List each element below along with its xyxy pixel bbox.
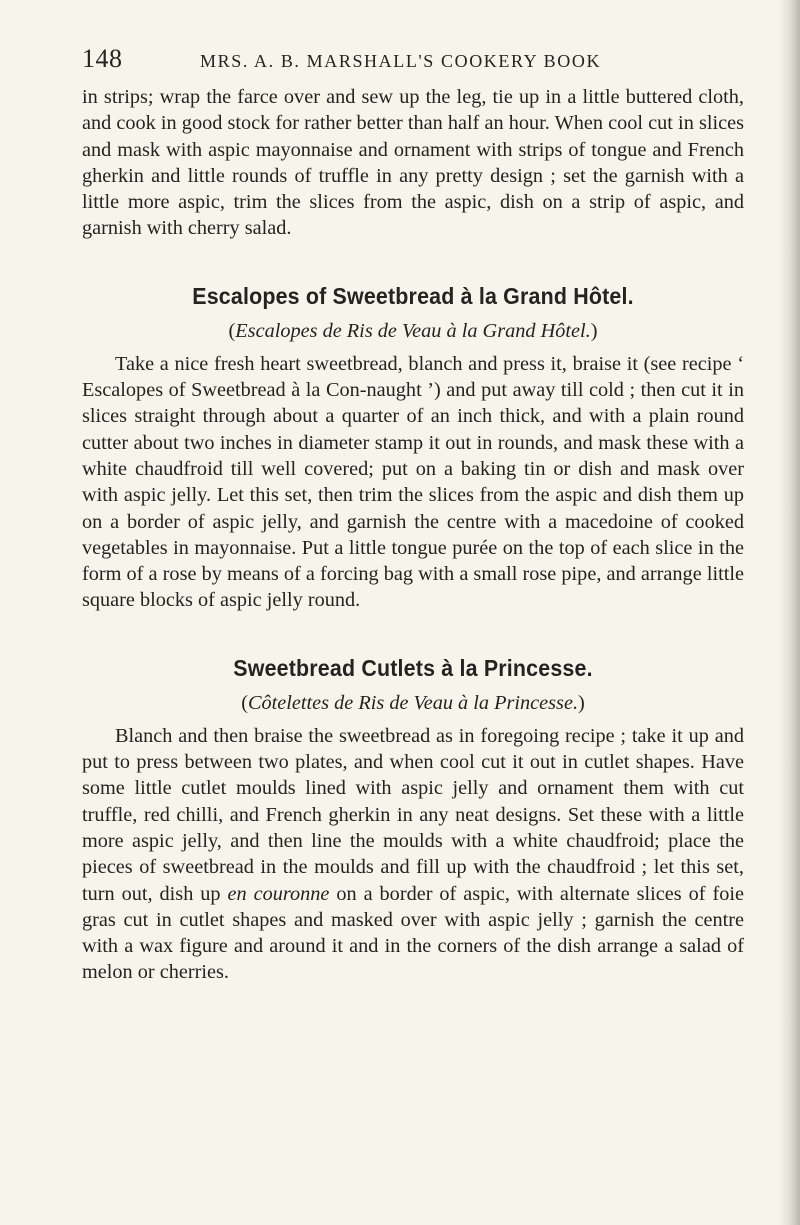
page-edge-shadow bbox=[778, 0, 800, 1225]
recipe-body: Take a nice fresh heart sweetbread, blanch and press it, braise it (see recipe ‘ Escalopes of Sweetbread à la Con-naught ’) and put away till cold ; then cut it in slices straight through about a quarter of an inch thick, and with a plain round cutter about two inches in diameter stamp it out in rounds, and mask these with a white chaudfroid till well covered; put on a baking tin or dish and mask over with aspic jelly. Let this set, then trim the slices from the aspic and dish them up on a border of aspic jelly, and garnish the centre with a macedoine of cooked vegetables in mayonnaise. Put a little tongue purée on the top of each slice in the form of a rose by means of a forcing bag with a small rose pipe, and arrange little square blocks of aspic jelly round. bbox=[82, 352, 744, 612]
recipe-subtitle-french: Côtelettes de Ris de Veau à la Princesse. bbox=[247, 691, 579, 714]
recipe-subtitle-french: Escalopes de Ris de Veau à la Grand Hôtel. bbox=[235, 319, 591, 342]
running-head: MRS. A. B. MARSHALL'S COOKERY BOOK bbox=[200, 51, 602, 71]
recipe-subtitle: (Côtelettes de Ris de Veau à la Princesse.) bbox=[241, 691, 585, 714]
recipe-body-text: on a border of aspic, with alternate slices of foie gras cut in cutlet shapes and masked over with aspic jelly ; garnish the centre with a wax figure and around it and in the corners of the dish arrange a salad of melon or cherries. bbox=[82, 882, 745, 984]
recipe-escalopes bbox=[82, 282, 744, 614]
recipe-title: Escalopes of Sweetbread à la Grand Hôtel. bbox=[192, 282, 634, 309]
recipe-subtitle: (Escalopes de Ris de Veau à la Grand Hôtel.) bbox=[228, 319, 598, 342]
recipe-body-italic: en couronne bbox=[227, 882, 330, 905]
recipe-cutlets bbox=[82, 654, 744, 986]
page-content bbox=[82, 84, 744, 986]
page-header bbox=[82, 44, 742, 78]
recipe-body bbox=[82, 723, 744, 986]
page-number: 148 bbox=[82, 44, 123, 73]
recipe-body-text: Blanch and then braise the sweetbread as in foregoing recipe ; take it up and put to press between two plates, and when cool cut it out in cutlet shapes. Have some little cutlet moulds lined with aspic jelly and ornament them with cut truffle, red chilli, and French gherkin in any neat designs. Set these with a little more aspic jelly, and then line the moulds with a white chaudfroid; place the pieces of sweetbread in the moulds and fill up with the chaudfroid ; let this set, turn out, dish up bbox=[82, 724, 744, 905]
intro-paragraph: in strips; wrap the farce over and sew up the leg, tie up in a little buttered cloth, and cook in good stock for rather better than half an hour. When cool cut in slices and mask with aspic mayonnaise and ornament with strips of tongue and French gherkin and little rounds of truffle in any pretty design ; set the garnish with a little more aspic, trim the slices from the aspic, dish on a strip of aspic, and garnish with cherry salad. bbox=[82, 86, 744, 240]
recipe-title: Sweetbread Cutlets à la Princesse. bbox=[233, 654, 593, 681]
